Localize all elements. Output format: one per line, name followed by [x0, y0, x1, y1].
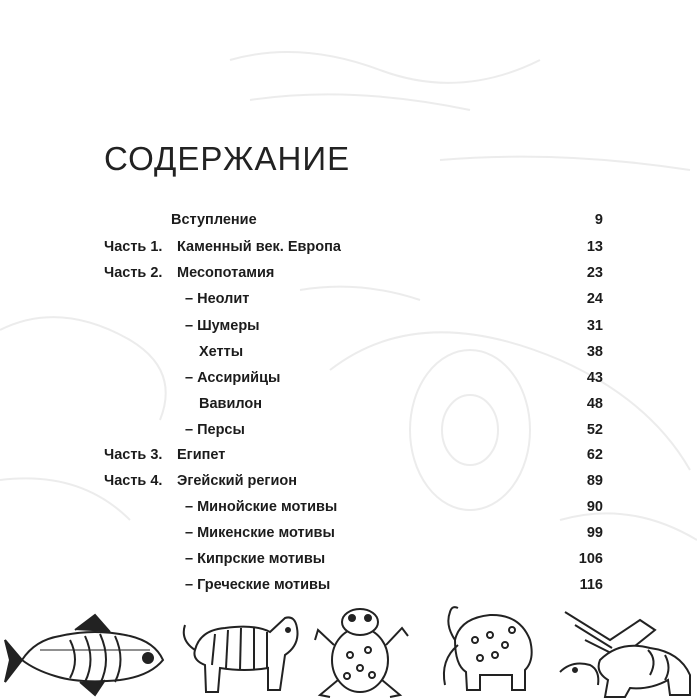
- toc-row: [0, 577, 697, 599]
- tiger-illustration: [184, 617, 298, 692]
- frog-illustration: [315, 609, 408, 697]
- toc-page-number: 48: [586, 396, 603, 412]
- toc-entry-title: Месопотамия: [177, 265, 275, 281]
- toc-row: [0, 318, 697, 340]
- toc-row: [0, 447, 697, 469]
- toc-row: [0, 473, 697, 495]
- toc-page-number: 62: [586, 447, 603, 463]
- toc-entry-title: – Неолит: [185, 291, 250, 307]
- toc-row: [0, 265, 697, 287]
- toc-page-number: 52: [586, 422, 603, 438]
- toc-page-number: 99: [586, 525, 603, 541]
- toc-row: [0, 239, 697, 261]
- page-title: СОДЕРЖАНИЕ: [104, 140, 351, 177]
- toc-row: [0, 291, 697, 313]
- toc-row: [0, 551, 697, 573]
- elephant-illustration: [444, 607, 532, 690]
- toc-entry-title: – Ассирийцы: [185, 370, 281, 386]
- toc-part-label: Часть 1.: [104, 239, 163, 255]
- toc-page-number: 13: [586, 239, 603, 255]
- toc-page-number: 116: [579, 577, 603, 593]
- toc-entry-title: Вступление: [171, 212, 257, 228]
- toc-part-label: Часть 2.: [104, 265, 163, 281]
- toc-entry-title: Вавилон: [199, 396, 262, 412]
- toc-entry-title: – Персы: [185, 422, 245, 438]
- toc-entry-title: Хетты: [199, 344, 244, 360]
- toc-row: [0, 422, 697, 444]
- toc-page-number: 23: [586, 265, 603, 281]
- toc-entry-title: Египет: [177, 447, 226, 463]
- toc-entry-title: – Минойские мотивы: [185, 499, 338, 515]
- toc-page-number: 89: [586, 473, 603, 489]
- toc-part-label: Часть 4.: [104, 473, 163, 489]
- toc-entry-title: Эгейский регион: [177, 473, 298, 489]
- toc-row: [0, 344, 697, 366]
- toc-row: [0, 370, 697, 392]
- toc-page-number: 106: [578, 551, 603, 567]
- toc-entry-title: – Греческие мотивы: [185, 577, 331, 593]
- toc-page-number: 38: [586, 344, 603, 360]
- animal-motifs-strip: [0, 600, 697, 699]
- toc-page-number: 24: [586, 291, 603, 307]
- toc-page-number: 31: [586, 318, 603, 334]
- toc-entry-title: Каменный век. Европа: [177, 239, 341, 255]
- toc-page-number: 9: [594, 212, 603, 228]
- fish-illustration: [5, 615, 163, 695]
- toc-page-number: 90: [586, 499, 603, 515]
- toc-entry-title: – Шумеры: [185, 318, 260, 334]
- toc-page-number: 43: [586, 370, 603, 386]
- toc-row: [0, 525, 697, 547]
- toc-entry-title: – Кипрские мотивы: [185, 551, 326, 567]
- toc-row: [0, 212, 697, 234]
- toc-row: [0, 396, 697, 418]
- toc-part-label: Часть 3.: [104, 447, 163, 463]
- toc-row: [0, 499, 697, 521]
- griffin-illustration: [560, 612, 690, 697]
- toc-entry-title: – Микенские мотивы: [185, 525, 335, 541]
